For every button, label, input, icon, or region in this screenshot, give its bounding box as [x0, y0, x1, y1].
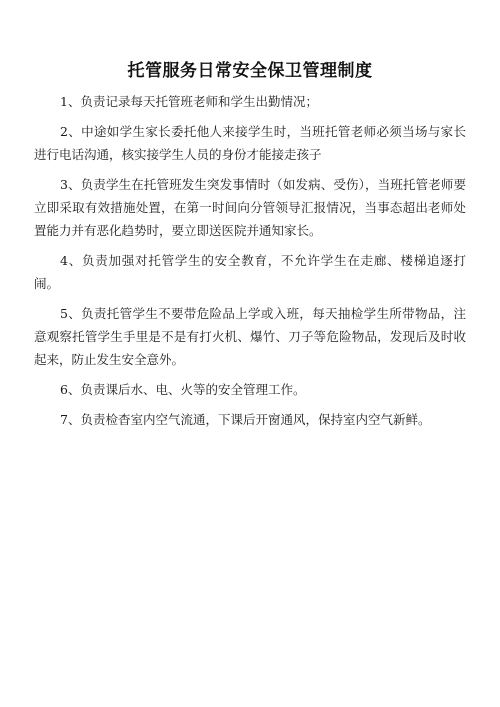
rule-item-5: 5、负责托管学生不要带危险品上学或入班，每天抽检学生所带物品，注意观察托管学生手里是不是有打火机、爆竹、刀子等危险物品，发现后及时收起来，防止发生安全意外。 [34, 306, 466, 367]
rule-item-6: 6、负责课后水、电、火等的安全管理工作。 [60, 382, 306, 397]
rule-item-7: 7、负责检杳室内空气流通，下课后开窗通风，保持室内空气新鲜。 [60, 412, 431, 427]
rule-item-4: 4、负责加强对托管学生的安全教育，不允许学生在走廊、楼梯追逐打闹。 [34, 253, 466, 291]
rule-item-1: 1、负责记录每天托管班老师和学生出勤情况； [60, 94, 318, 109]
document-title: 托管服务日常安全保卫管理制度 [127, 61, 373, 81]
document-body [34, 90, 466, 438]
rule-item-3: 3、负责学生在托管班发生突发事情时（如发病、受伤），当班托管老师要立即采取有效措施处置，在第一时间向分管领导汇报情况，当事态超出老师处置能力并有恶化趋势时，要立即送医院并通知家长。 [34, 177, 466, 238]
rule-item-2: 2、中途如学生家长委托他人来接学生时，当班托管老师必须当场与家长进行电话沟通，核实接学生人员的身份才能接走孩子 [34, 124, 466, 162]
